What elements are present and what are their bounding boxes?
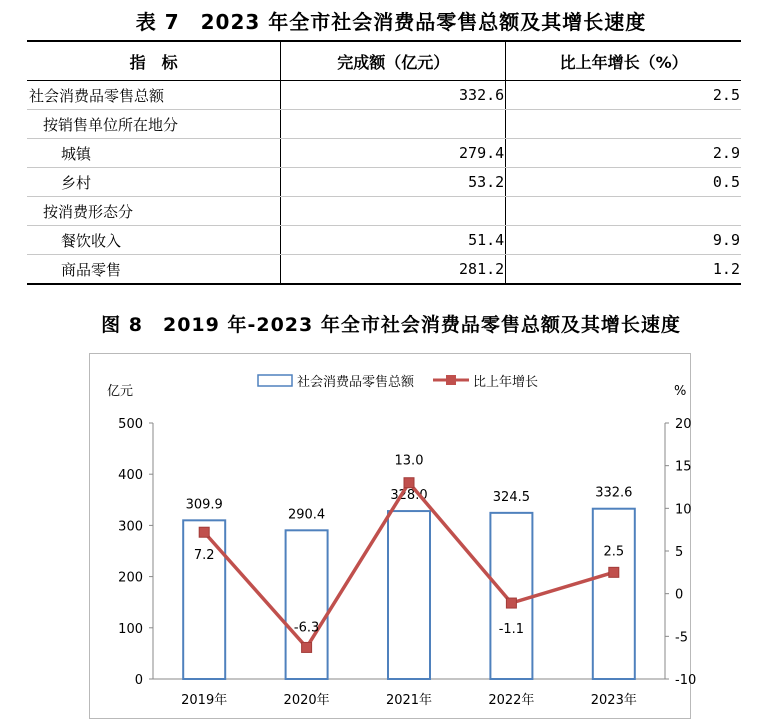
legend-bar-label: 社会消费品零售总额 bbox=[297, 375, 415, 390]
row-label: 乡村 bbox=[27, 168, 281, 197]
row-label: 社会消费品零售总额 bbox=[27, 81, 281, 110]
right-tick-label: 20 bbox=[675, 417, 692, 432]
row-amount: 332.6 bbox=[281, 81, 506, 110]
growth-point bbox=[506, 598, 516, 608]
growth-data-label: 7.2 bbox=[193, 548, 215, 564]
row-label: 餐饮收入 bbox=[27, 226, 281, 255]
retail-sales-table bbox=[27, 40, 741, 285]
table-row bbox=[27, 168, 741, 197]
header-amount: 完成额（亿元） bbox=[281, 41, 506, 81]
row-label: 商品零售 bbox=[27, 255, 281, 285]
left-tick-label: 100 bbox=[118, 621, 143, 637]
growth-data-label: -6.3 bbox=[293, 620, 320, 636]
row-amount: 53.2 bbox=[281, 168, 506, 197]
table-row bbox=[27, 226, 741, 255]
row-amount bbox=[281, 197, 506, 226]
row-label: 城镇 bbox=[27, 139, 281, 168]
bar bbox=[593, 509, 635, 679]
table-row bbox=[27, 110, 741, 139]
row-growth bbox=[506, 110, 741, 139]
table-body bbox=[27, 81, 741, 285]
bar-data-label: 328.0 bbox=[390, 488, 428, 504]
bar bbox=[490, 513, 532, 679]
table-title: 表 7 2023 年全市社会消费品零售总额及其增长速度 bbox=[135, 10, 647, 34]
growth-point bbox=[302, 642, 312, 652]
row-amount: 281.2 bbox=[281, 255, 506, 285]
x-tick-label: 2022年 bbox=[488, 693, 535, 708]
left-tick-label: 400 bbox=[118, 468, 143, 484]
right-tick-label: 15 bbox=[675, 459, 692, 475]
row-amount: 279.4 bbox=[281, 139, 506, 168]
right-axis-unit: % bbox=[674, 384, 687, 399]
x-tick-label: 2021年 bbox=[385, 693, 433, 708]
bar bbox=[388, 511, 430, 679]
row-growth: 1.2 bbox=[506, 255, 741, 285]
growth-point bbox=[199, 527, 209, 537]
chart-title: 图 8 2019 年-2023 年全市社会消费品零售总额及其增长速度 bbox=[101, 314, 681, 336]
legend-line-label: 比上年增长 bbox=[473, 375, 539, 390]
left-tick-label: 500 bbox=[118, 417, 143, 432]
combo-chart bbox=[90, 354, 697, 718]
bar bbox=[286, 530, 328, 679]
row-label: 按消费形态分 bbox=[27, 197, 281, 226]
x-tick-label: 2020年 bbox=[283, 693, 330, 708]
right-tick-label: 10 bbox=[675, 502, 692, 518]
table-header-row bbox=[27, 41, 741, 81]
table-row bbox=[27, 139, 741, 168]
right-tick-label: 5 bbox=[675, 545, 684, 560]
bar-data-label: 309.9 bbox=[185, 497, 223, 513]
right-tick-label: -10 bbox=[675, 673, 697, 688]
header-indicator: 指 标 bbox=[27, 41, 281, 81]
row-amount bbox=[281, 110, 506, 139]
growth-data-label: -1.1 bbox=[498, 622, 525, 638]
right-tick-label: -5 bbox=[675, 630, 688, 646]
growth-data-label: 13.0 bbox=[394, 453, 424, 469]
bar bbox=[183, 520, 225, 679]
left-tick-label: 200 bbox=[118, 570, 143, 586]
row-label: 按销售单位所在地分 bbox=[27, 110, 281, 139]
row-growth: 9.9 bbox=[506, 226, 741, 255]
row-growth: 0.5 bbox=[506, 168, 741, 197]
chart-frame bbox=[89, 353, 697, 719]
row-growth bbox=[506, 197, 741, 226]
left-axis-unit: 亿元 bbox=[107, 384, 134, 399]
left-tick-label: 0 bbox=[134, 673, 143, 688]
growth-point bbox=[404, 478, 414, 488]
bar-data-label: 324.5 bbox=[492, 489, 531, 505]
table-row bbox=[27, 255, 741, 285]
bar-data-label: 290.4 bbox=[287, 507, 326, 523]
row-growth: 2.5 bbox=[506, 81, 741, 110]
bar-data-label: 332.6 bbox=[595, 485, 633, 501]
x-tick-label: 2019年 bbox=[181, 693, 228, 708]
row-growth: 2.9 bbox=[506, 139, 741, 168]
growth-point bbox=[609, 567, 619, 577]
row-amount: 51.4 bbox=[281, 226, 506, 255]
legend-bar-swatch bbox=[258, 375, 292, 386]
right-tick-label: 0 bbox=[675, 587, 684, 603]
header-growth: 比上年增长（%） bbox=[506, 41, 741, 81]
table-row bbox=[27, 81, 741, 110]
x-tick-label: 2023年 bbox=[590, 693, 637, 708]
legend-line-marker bbox=[446, 375, 456, 385]
table-row bbox=[27, 197, 741, 226]
left-tick-label: 300 bbox=[118, 519, 143, 535]
growth-data-label: 2.5 bbox=[603, 544, 625, 560]
